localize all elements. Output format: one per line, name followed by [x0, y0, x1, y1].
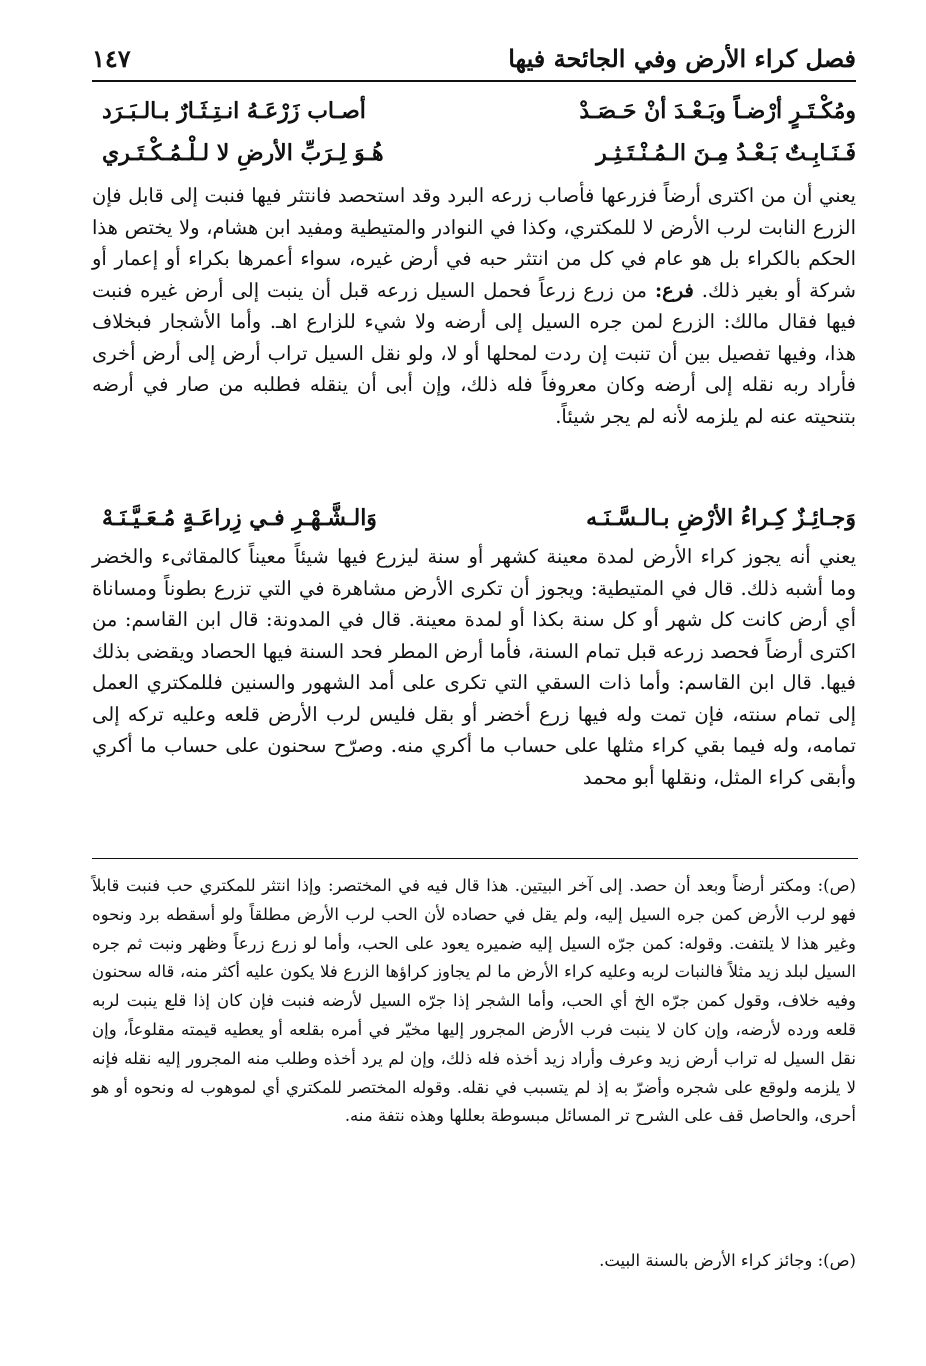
header-rule: [92, 80, 856, 82]
verse-line-2: [92, 140, 856, 180]
page-number: ١٤٧: [92, 44, 131, 73]
verse-line-3: [92, 505, 856, 545]
footnote-1: (ص): ومكتر أرضاً وبعد أن حصد. إلى آخر البيتين. هذا قال فيه في المختصر: وإذا انتثر للمكتري حب فنبت قابلاً فهو لرب الأرض كمن جره السيل إليه، ولم يقل في حصاده لأن الحب لرب الأرض مطلقاً ولو أسقطه برد ونحوه وغير هذا لا يلتفت. وقوله: كمن جرّه السيل إليه ضميره يعود على الحب، وأما لو زرع زرعاً وظهر ونبت ثم جره السيل لبلد زيد مثلاً فالنبات لربه وعليه كراء الأرض ما لم يجاوز كراؤها الزرع فلا يكون عليه أكثر منه، قاله سحنون وفيه خلاف، وقول كمن جرّه الخ أي الحب، وأما الشجر إذا جرّه السيل لأرضه فنبت فإن كان إذا قلع ينبت لربه قلعه ورده لأرضه، وإن كان لا ينبت فرب الأرض المجرور إليها مخيّر في أمره بقلعه أو يعطيه قيمته مقلوعاً، وإن نقل السيل له تراب أرض زيد وعرف وأراد زيد أخذه فله ذلك، وإن لم يرد أخذه وطلب منه المجرور إليه نقله فإنه لا يلزمه ولوقع على شجره وأضرّ به إذ لم يتسبب في نقله. وقوله المختصر للمكتري أي لموهوب له ونحوه أو هو أحرى، والحاصل قف على الشرح تر المسائل مبسوطة بعللها وهذه نتفة منه.: [92, 876, 856, 1126]
page-header: [92, 36, 856, 82]
verse-hemistich-right: وَجـائِـزٌ كِـراءُ الأرْضِ بـالـسَّـنَـه: [586, 505, 856, 531]
verse-hemistich-right: ومُكْـتَـرٍ أرْضـاً وبَـعْـدَ أنْ حَـصَـدْ: [579, 98, 856, 124]
section-label: فرع:: [654, 278, 694, 302]
commentary-paragraph-2: يعني أنه يجوز كراء الأرض لمدة معينة كشهر أو سنة ليزرع فيها شيئاً معيناً كالمقاثىء والخضر وما أشبه ذلك. قال في المتيطية: ويجوز أن تكرى الأرض مشاهرة في التي تزرع بطوناً ومساناة أي أرض كانت كل شهر أو كل سنة بكذا أو لمدة معينة. قال في المدونة: قال ابن القاسم: من اكترى أرضاً فحصد زرعه قبل تمام السنة، فأما أرض المطر فحد السنة فيها الحصاد ويقضى بذلك فيها. قال ابن القاسم: وأما ذات السقي التي تكرى على أمد الشهور والسنين فللمكتري العمل إلى تمام سنته، فإن تمت وله فيها زرع أخضر أو بقل فليس لرب الأرض قلعه وعليه تركه إلى تمامه، وله فيما بقي كراء مثلها على حساب ما أكري منه. وصرّح سحنون على حساب ما أكري وأبقى كراء المثل، ونقلها أبو محمد: [92, 545, 856, 789]
footnote-separator: [92, 858, 858, 859]
chapter-title: فصل كراء الأرض وفي الجائحة فيها: [508, 44, 856, 73]
paragraph-text: من زرع زرعاً فحمل السيل زرعه قبل أن ينبت إلى أرض غيره فنبت فيها فقال مالك: الزرع لمن جره السيل إلى أرضه ولا شيء للزارع اهـ. وأما الأشجار فبخلاف هذا، وفيها تفصيل بين أن تنبت إن ردت لمحلها أو لا، ولو نقل السيل تراب أرض إلى أرض أخرى فأراد ربه نقله إلى أرضه وكان معروفاً فله ذلك، وإن أبى أن ينقله فطلبه من صار في أرضه بتنحيته عنه لم يلزمه لأنه لم يجر شيئاً.: [92, 278, 856, 428]
verse-hemistich-left: هُـوَ لِـرَبِّ الأرضِ لا لـلْـمُـكْـتَـري: [102, 140, 384, 166]
verse-hemistich-right: فَـنَـابِـتٌ بَـعْـدُ مِـنَ الـمُـنْـتَـثِـر: [596, 140, 856, 166]
verse-line-1: [92, 98, 856, 138]
commentary-paragraph-1: [92, 180, 856, 432]
footnote-2: (ص): وجائز كراء الأرض بالسنة البيت.: [599, 1251, 856, 1270]
verse-hemistich-left: وَالـشَّـهْـرِ فـي زِراعَـةٍ مُـعَـيَّـنَـهْ: [102, 505, 377, 531]
paragraph-text: يعني أن من اكترى أرضاً فزرعها فأصاب زرعه البرد وقد استحصد فانتثر فيها فنبت إلى قابل فإن الزرع النابت لرب الأرض لا للمكتري، وكذا في النوادر والمتيطية ومفيد ابن هشام، ولا يختص هذا الحكم بالكراء بل هو عام في كل من انتثر حبه في أرض غيره، سواء أعمرها بكراء أو إعمار أو شركة أو بغير ذلك.: [92, 184, 856, 302]
verse-hemistich-left: أصـاب زَرْعَـهُ انـتِـثَـارٌ بـالـبَـرَد: [102, 98, 366, 124]
